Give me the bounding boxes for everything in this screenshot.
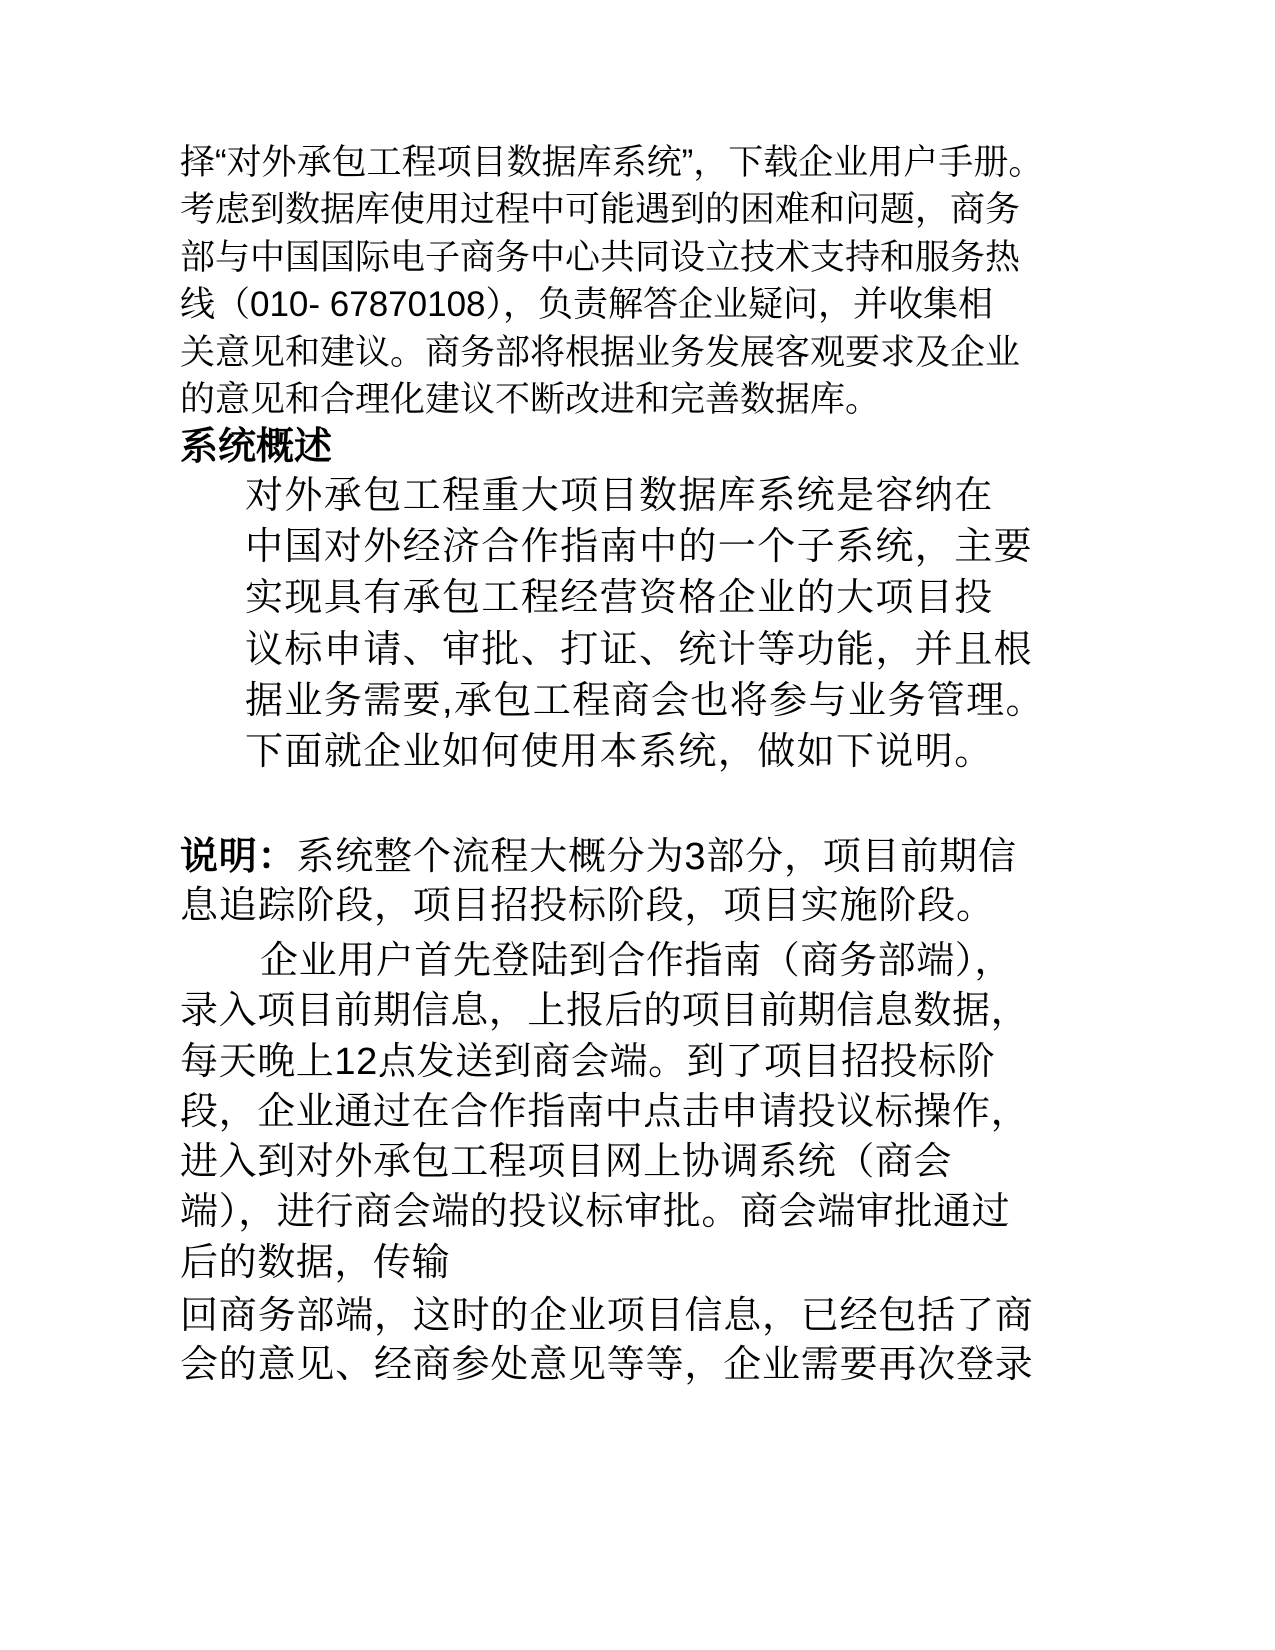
intro-line: 线（010- 67870108），负责解答企业疑问，并收集相 <box>180 285 993 325</box>
overview-line: 下面就企业如何使用本系统，做如下说明。 <box>245 731 994 774</box>
intro-line: 关意见和建议。商务部将根据业务发展客观要求及企业 <box>180 332 1021 372</box>
section-heading: 系统概述 <box>180 426 333 468</box>
flow-line: 企业用户首先登陆到合作指南（商务部端）， <box>260 940 1014 982</box>
flow-line: 后的数据，传输 <box>180 1241 451 1284</box>
note-line: 息追踪阶段，项目招投标阶段，项目实施阶段。 <box>180 885 995 927</box>
return-paragraph <box>180 1292 1034 1390</box>
intro-line: 择“对外承包工程项目数据库系统”，下载企业用户手册。 <box>180 143 1044 182</box>
flow-line: 端），进行商会端的投议标审批。商会端审批通过 <box>180 1191 1011 1234</box>
note-first-line <box>180 833 1017 882</box>
flow-line: 段，企业通过在合作指南中点击申请投议标操作， <box>180 1090 1030 1133</box>
overview-line: 对外承包工程重大项目数据库系统是容纳在 <box>245 475 994 517</box>
flow-paragraph <box>180 936 1029 1288</box>
intro-paragraph <box>180 139 1043 423</box>
flow-line: 每天晚上12点发送到商会端。到了项目招投标阶 <box>180 1040 996 1083</box>
return-line: 会的意见、经商参处意见等等，企业需要再次登录 <box>180 1344 1034 1386</box>
overview-line: 实现具有承包工程经营资格企业的大项目投 <box>245 577 994 620</box>
overview-line: 中国对外经济合作指南中的一个子系统，主要 <box>245 526 1034 569</box>
return-line: 回商务部端，这时的企业项目信息，已经包括了商 <box>180 1295 1034 1337</box>
note-first-line-text: 系统整个流程大概分为3部分，项目前期信 <box>296 836 1017 878</box>
overview-line: 据业务需要,承包工程商会也将参与业务管理。 <box>245 679 1045 722</box>
note-label: 说明： <box>180 836 297 878</box>
flow-line: 录入项目前期信息，上报后的项目前期信息数据， <box>180 990 1030 1033</box>
intro-line: 部与中国国际电子商务中心共同设立技术支持和服务热 <box>180 237 1021 277</box>
intro-line: 的意见和合理化建议不断改进和完善数据库。 <box>180 380 881 420</box>
note-paragraph <box>180 833 1017 931</box>
overview-paragraph <box>245 471 1045 778</box>
overview-line: 议标申请、审批、打证、统计等功能，并且根 <box>245 628 1034 671</box>
flow-line: 进入到对外承包工程项目网上协调系统（商会 <box>180 1141 953 1184</box>
intro-line: 考虑到数据库使用过程中可能遇到的困难和问题，商务 <box>180 190 1021 230</box>
